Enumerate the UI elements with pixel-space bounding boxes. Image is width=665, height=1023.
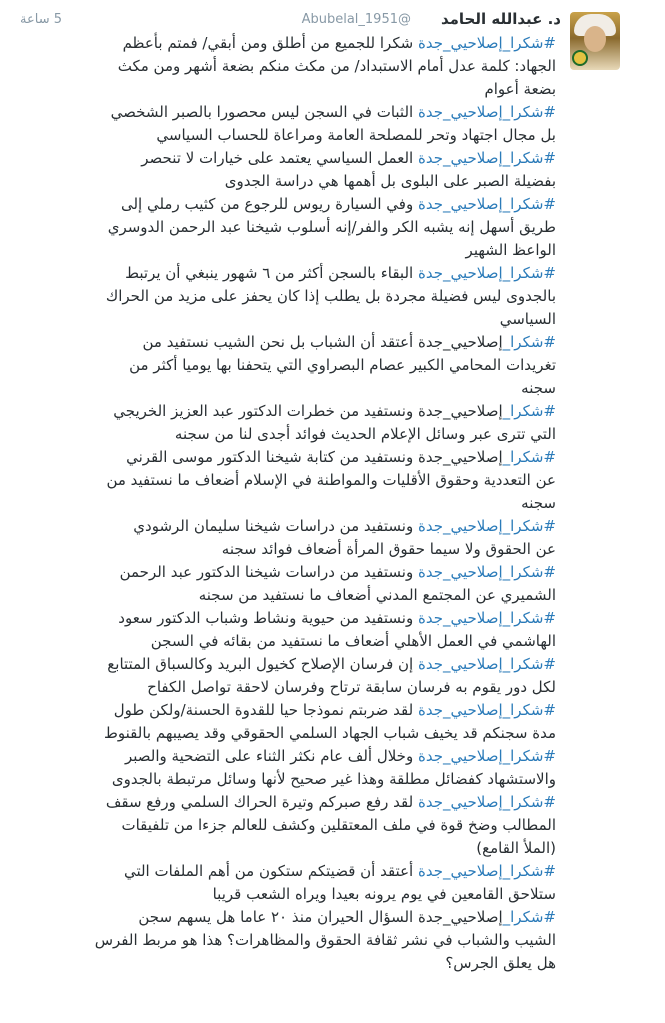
hashtag-link[interactable]: #شكرا_إصلاحيي_جدة xyxy=(417,655,556,673)
hashtag-link[interactable]: #شكرا_ xyxy=(502,448,556,466)
hashtag-link[interactable]: #شكرا_إصلاحيي_جدة xyxy=(417,793,556,811)
tweet-line xyxy=(18,791,556,814)
tweet-line xyxy=(18,262,556,285)
tweet-line xyxy=(18,653,556,676)
tweet-line xyxy=(18,607,556,630)
tweet-line-text: الشيب والشباب في نشر ثقافة الحقوق والمظاهرات؟ هذا هو مربط الفرس xyxy=(94,931,556,949)
avatar-face xyxy=(584,26,606,52)
tweet-line xyxy=(18,630,556,653)
tweet-line xyxy=(18,400,556,423)
tweet-line xyxy=(18,377,556,400)
author-name[interactable]: د. عبدالله الحامد xyxy=(440,10,561,28)
tweet-line xyxy=(18,216,556,239)
tweet-line-text: والاستشهاد كفضائل مطلقة وهذا غير صحيح لأنها وسائل مرتبطة بالجدوى xyxy=(111,770,556,788)
tweet-text xyxy=(18,32,556,975)
tweet-line-text: إصلاحيي_جدة أعتقد أن الشباب بل نحن الشيب نستفيد من xyxy=(142,333,503,351)
author-handle[interactable]: @Abubelal_1951 xyxy=(301,12,411,27)
tweet-line xyxy=(18,722,556,745)
tweet-line-text: البقاء بالسجن أكثر من ٦ شهور ينبغي أن يرتبط xyxy=(125,264,418,282)
hashtag-link[interactable]: #شكرا_إصلاحيي_جدة xyxy=(417,195,556,213)
tweet-line-text: لقد رفع صبركم وتيرة الحراك السلمي ورفع سقف xyxy=(105,793,418,811)
tweet-line xyxy=(18,492,556,515)
tweet-line-text: السياسي xyxy=(499,310,556,328)
tweet-line-text: ونستفيد من حيوية ونشاط وشباب الدكتور سعود xyxy=(118,609,418,627)
tweet-line-text: شكرا للجميع من أطلق ومن أبقي/ فمتم بأعظم xyxy=(122,34,418,52)
tweet-line-text: هل يعلق الجرس؟ xyxy=(445,954,556,972)
tweet-line xyxy=(18,285,556,308)
tweet-line-text: العمل السياسي يعتمد على خيارات لا تنحصر xyxy=(141,149,418,167)
tweet-line-text: الشميري عن المجتمع المدني أضعاف ما نستفيد من سجنه xyxy=(198,586,556,604)
tweet-line-text: ونستفيد من دراسات شيخنا الدكتور عبد الرحمن xyxy=(119,563,418,581)
tweet-line xyxy=(18,768,556,791)
tweet-line-text: تغريدات المحامي الكبير عصام البصراوي التي يتحفنا بها يوميا أكثر من xyxy=(129,356,556,374)
tweet-line xyxy=(18,55,556,78)
hashtag-link[interactable]: #شكرا_ xyxy=(502,402,556,420)
tweet-line xyxy=(18,32,556,55)
hashtag-link[interactable]: #شكرا_إصلاحيي_جدة xyxy=(417,103,556,121)
tweet-line xyxy=(18,515,556,538)
tweet-line-text: الثبات في السجن ليس محصورا بالصبر الشخصي xyxy=(110,103,418,121)
tweet-line-text: التي تترى عبر وسائل الإعلام الحديث فوائد أجدى لنا من سجنه xyxy=(174,425,556,443)
tweet-line xyxy=(18,423,556,446)
tweet-line xyxy=(18,101,556,124)
tweet-line-text: لقد ضربتم نموذجا حيا للقدوة الحسنة/ولكن طول xyxy=(113,701,418,719)
tweet-line xyxy=(18,561,556,584)
tweet-line-text: ونستفيد من دراسات شيخنا سليمان الرشودي xyxy=(133,517,418,535)
tweet-line xyxy=(18,699,556,722)
hashtag-link[interactable]: #شكرا_ xyxy=(502,908,556,926)
tweet-line-text: إصلاحيي_جدة السؤال الحيران منذ ٢٠ عاما هل يسهم سجن xyxy=(138,908,503,926)
tweet-line xyxy=(18,446,556,469)
tweet-line xyxy=(18,354,556,377)
tweet-line xyxy=(18,860,556,883)
tweet-line-text: وخلال ألف عام نكثر الثناء على التضحية والصبر xyxy=(124,747,418,765)
tweet-line xyxy=(18,584,556,607)
tweet-line xyxy=(18,745,556,768)
hashtag-link[interactable]: #شكرا_إصلاحيي_جدة xyxy=(417,701,556,719)
tweet-line-text: بضعة أعوام xyxy=(484,80,556,98)
tweet-line xyxy=(18,883,556,906)
tweet-line-text: وفي السيارة ريوس للرجوع من كثيب رملي إلى xyxy=(120,195,418,213)
hashtag-link[interactable]: #شكرا_إصلاحيي_جدة xyxy=(417,264,556,282)
tweet-line-text: المطالب وضخ قوة في ملف المعتقلين وكشف للعالم جزءا من تلفيقات xyxy=(121,816,556,834)
tweet-line-text: عن الحقوق ولا سيما حقوق المرأة أضعاف فوائد سجنه xyxy=(221,540,556,558)
tweet-line xyxy=(18,814,556,837)
hashtag-link[interactable]: #شكرا_إصلاحيي_جدة xyxy=(417,563,556,581)
hashtag-link[interactable]: #شكرا_إصلاحيي_جدة xyxy=(417,517,556,535)
tweet-line xyxy=(18,676,556,699)
tweet-line-text: بفضيلة الصبر على البلوى بل أهمها هي دراسة الجدوى xyxy=(224,172,556,190)
tweet-timestamp[interactable]: 5 ساعة xyxy=(20,12,62,27)
tweet-line xyxy=(18,331,556,354)
tweet-line-text: مدة سجنكم قد يخيف شباب الجهاد السلمي الحقوقي وقد يصيبهم بالقنوط xyxy=(104,724,556,742)
hashtag-link[interactable]: #شكرا_إصلاحيي_جدة xyxy=(417,609,556,627)
tweet-line-text: إن فرسان الإصلاح كخيول البريد وكالسباق المتتابع xyxy=(107,655,418,673)
avatar-emblem-icon xyxy=(572,50,588,66)
tweet-line xyxy=(18,906,556,929)
tweet-line-text: أعتقد أن قضيتكم ستكون من أهم الملفات التي xyxy=(123,862,418,880)
tweet-header xyxy=(20,10,561,32)
tweet-line xyxy=(18,469,556,492)
tweet-line xyxy=(18,124,556,147)
tweet-line-text: (الملأ القامع) xyxy=(476,839,556,857)
tweet-line-text: بل مجال اجتهاد وتحر للمصلحة العامة ومراعاة للحساب السياسي xyxy=(156,126,556,144)
tweet-line-text: لكل دور يقوم به فرسان سابقة ترتاح وفرسان لاحقة تواصل الكفاح xyxy=(147,678,556,696)
tweet-line-text: طريق أسهل إنه يشبه الكر والفر/إنه أسلوب شيخنا عبد الرحمن الدوسري xyxy=(107,218,556,236)
hashtag-link[interactable]: #شكرا_إصلاحيي_جدة xyxy=(417,747,556,765)
tweet-line xyxy=(18,929,556,952)
tweet-line xyxy=(18,239,556,262)
tweet-line xyxy=(18,837,556,860)
tweet-line xyxy=(18,308,556,331)
tweet-line-text: بالجدوى ليس فضيلة مجردة بل يطلب إذا كان يحفز على مزيد من الحراك xyxy=(105,287,556,305)
tweet-line-text: ستلاحق القامعين في يوم يرونه بعيدا ويراه الشعب قريبا xyxy=(212,885,556,903)
hashtag-link[interactable]: #شكرا_إصلاحيي_جدة xyxy=(417,149,556,167)
tweet-line-text: سجنه xyxy=(521,494,556,512)
tweet-line-text: عن التعددية وحقوق الأقليات والمواطنة في الإسلام أضعاف ما نستفيد من xyxy=(106,471,556,489)
hashtag-link[interactable]: #شكرا_إصلاحيي_جدة xyxy=(417,34,556,52)
tweet-line-text: سجنه xyxy=(521,379,556,397)
hashtag-link[interactable]: #شكرا_ xyxy=(502,333,556,351)
tweet-line-text: الجهاد: كلمة عدل أمام الاستبداد/ من مكث منكم بضعة أشهر ومن مكث xyxy=(117,57,556,75)
tweet-line xyxy=(18,952,556,975)
tweet-line xyxy=(18,147,556,170)
avatar[interactable] xyxy=(570,12,620,70)
hashtag-link[interactable]: #شكرا_إصلاحيي_جدة xyxy=(417,862,556,880)
tweet-line-text: الهاشمي في العمل الأهلي أضعاف ما نستفيد من بقائه في السجن xyxy=(150,632,556,650)
tweet-line xyxy=(18,170,556,193)
tweet-line xyxy=(18,78,556,101)
tweet-line-text: الواعظ الشهير xyxy=(465,241,556,259)
tweet-line-text: إصلاحيي_جدة ونستفيد من كتابة شيخنا الدكتور موسى القرني xyxy=(126,448,503,466)
tweet-line xyxy=(18,538,556,561)
tweet-line-text: إصلاحيي_جدة ونستفيد من خطرات الدكتور عبد العزيز الخريجي xyxy=(113,402,503,420)
tweet-line xyxy=(18,193,556,216)
